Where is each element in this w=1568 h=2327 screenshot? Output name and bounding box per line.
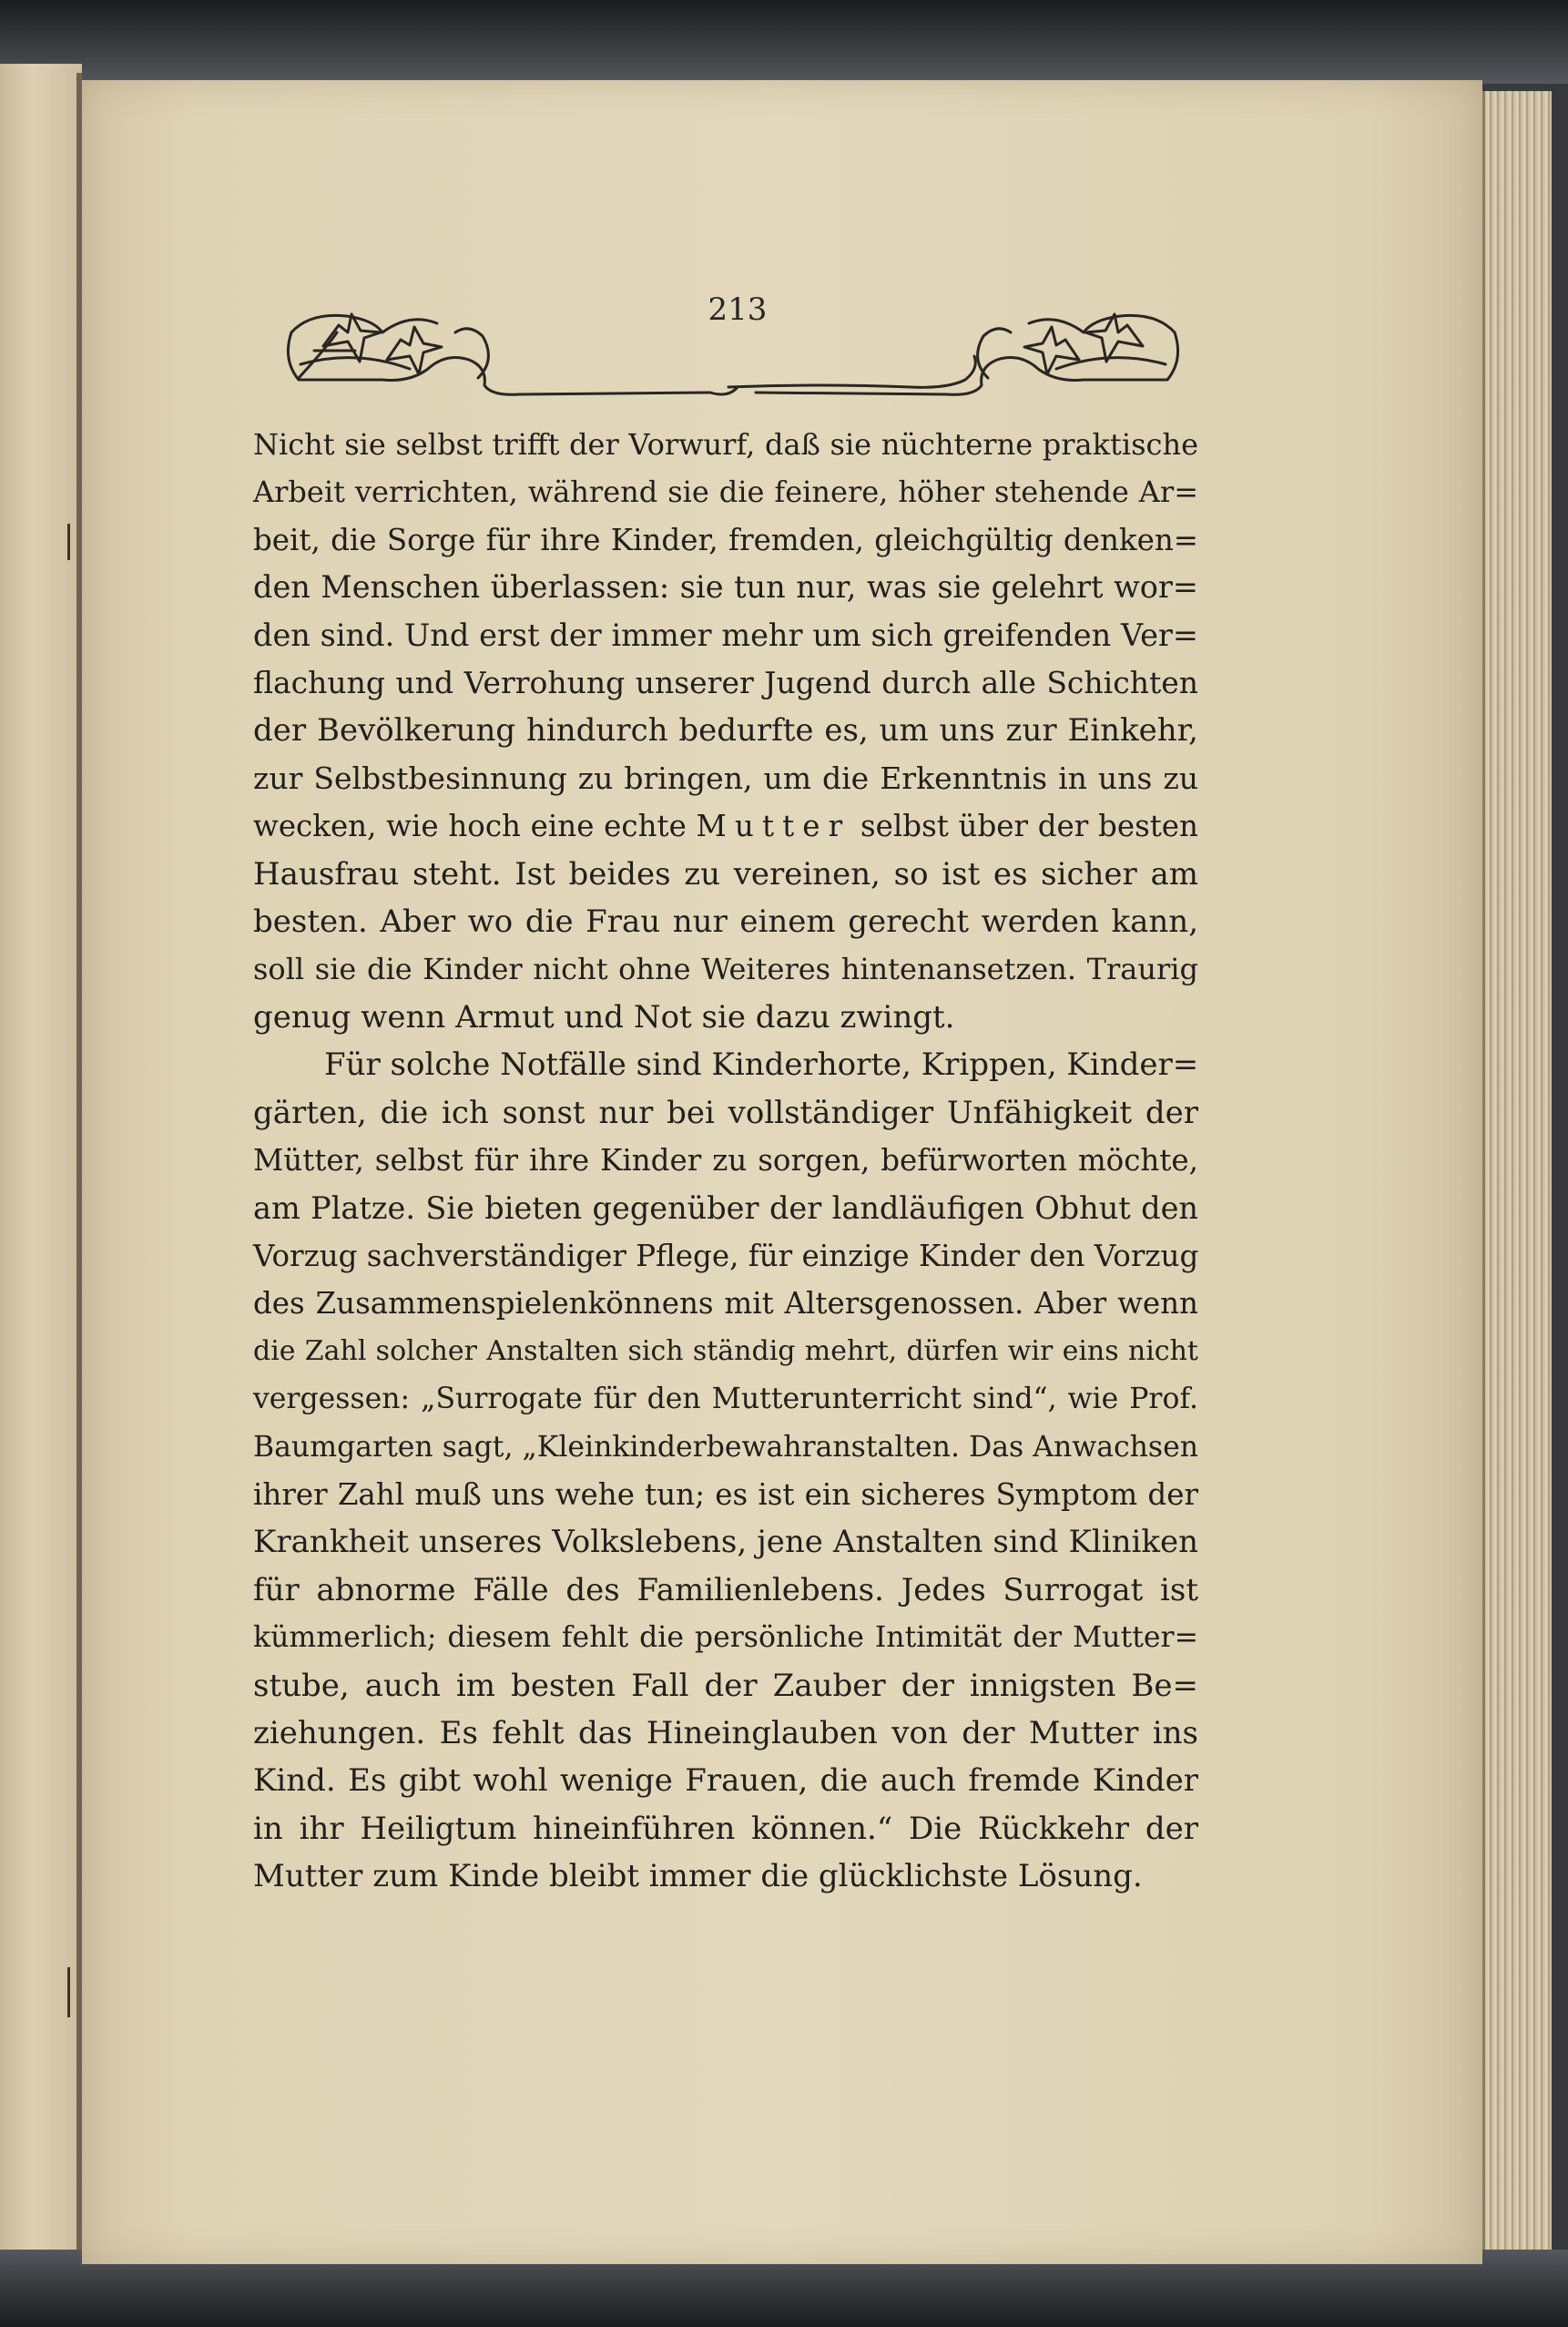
text-line: für abnorme Fälle des Familienlebens. Jedes Surrogat ist	[253, 1571, 1198, 1608]
text-line: Nicht sie selbst trifft der Vorwurf, daß sie nüchterne praktische	[253, 427, 1198, 462]
text-line: Arbeit verrichten, während sie die feinere, höher stehende Ar=	[253, 475, 1198, 510]
left-page-edge	[0, 64, 82, 2268]
text-line: Mütter, selbst für ihre Kinder zu sorgen, befürworten möchte,	[253, 1143, 1198, 1179]
page-number: 213	[708, 291, 768, 328]
paragraph	[253, 1041, 1198, 1900]
text-line: ihrer Zahl muß uns wehe tun; es ist ein sicheres Symptom der	[253, 1476, 1198, 1512]
text-line: gärten, die ich sonst nur bei vollständiger Unfähigkeit der	[253, 1094, 1198, 1131]
text-line: flachung und Verrohung unserer Jugend durch alle Schichten	[253, 665, 1198, 701]
text-line: vergessen: „Surrogate für den Mutterunterricht sind“, wie Prof.	[253, 1383, 1198, 1416]
text-line: Krankheit unseres Volkslebens, jene Anstalten sind Kliniken	[253, 1524, 1198, 1561]
text-line: soll sie die Kinder nicht ohne Weiteres hintenansetzen. Traurig	[253, 952, 1198, 987]
text-line: Für solche Notfälle sind Kinderhorte, Krippen, Kinder=	[324, 1046, 1199, 1084]
emphasis-word: Mutter	[696, 809, 851, 844]
text-line: Kind. Es gibt wohl wenige Frauen, die auch fremde Kinder	[253, 1762, 1198, 1800]
book-cover-right	[1552, 84, 1568, 2251]
paragraph	[253, 421, 1198, 1041]
text-line: die Zahl solcher Anstalten sich ständig mehrt, dürfen wir eins nicht	[253, 1334, 1198, 1367]
text-line: am Platze. Sie bieten gegenüber der landläufigen Obhut den	[253, 1189, 1198, 1226]
text-line	[253, 802, 1198, 850]
text-line: der Bevölkerung hindurch bedurfte es, um uns zur Einkehr,	[253, 712, 1198, 750]
text-line: stube, auch im besten Fall der Zauber der innigsten Be=	[253, 1667, 1198, 1704]
margin-mark	[67, 1967, 70, 2017]
text-line: den Menschen überlassen: sie tun nur, was sie gelehrt wor=	[253, 569, 1198, 606]
text-line: Mutter zum Kinde bleibt immer die glücklichste Lösung.	[253, 1858, 1143, 1895]
text-line: beit, die Sorge für ihre Kinder, fremden, gleichgültig denken=	[253, 522, 1198, 557]
text-line: kümmerlich; diesem fehlt die persönliche Intimität der Mutter=	[253, 1621, 1198, 1655]
text-fragment: selbst über der besten	[860, 809, 1198, 844]
text-line: genug wenn Armut und Not sie dazu zwingt.	[253, 998, 955, 1036]
text-fragment: wecken, wie hoch eine echte	[253, 809, 687, 844]
text-line: Hausfrau steht. Ist beides zu vereinen, so ist es sicher am	[253, 855, 1198, 893]
text-line: Baumgarten sagt, „Kleinkinderbewahranstalten. Das Anwachsen	[253, 1430, 1198, 1464]
text-line: des Zusammenspielenkönnens mit Altersgenossen. Aber wenn	[253, 1286, 1198, 1322]
text-line: ziehungen. Es fehlt das Hineinglauben von der Mutter ins	[253, 1714, 1198, 1751]
margin-mark	[67, 524, 70, 560]
body-text	[253, 421, 1198, 1901]
text-line: den sind. Und erst der immer mehr um sich greifenden Ver=	[253, 617, 1198, 653]
text-line: besten. Aber wo die Frau nur einem gerecht werden kann,	[253, 903, 1198, 941]
book-cover-top	[0, 0, 1568, 84]
text-line: in ihr Heiligtum hineinführen können.“ Die Rückkehr der	[253, 1810, 1198, 1847]
text-line: Vorzug sachverständiger Pflege, für einzige Kinder den Vorzug	[253, 1238, 1199, 1273]
page-stack-edges	[1482, 91, 1554, 2259]
text-line: zur Selbstbesinnung zu bringen, um die Erkenntnis in uns zu	[253, 760, 1198, 796]
